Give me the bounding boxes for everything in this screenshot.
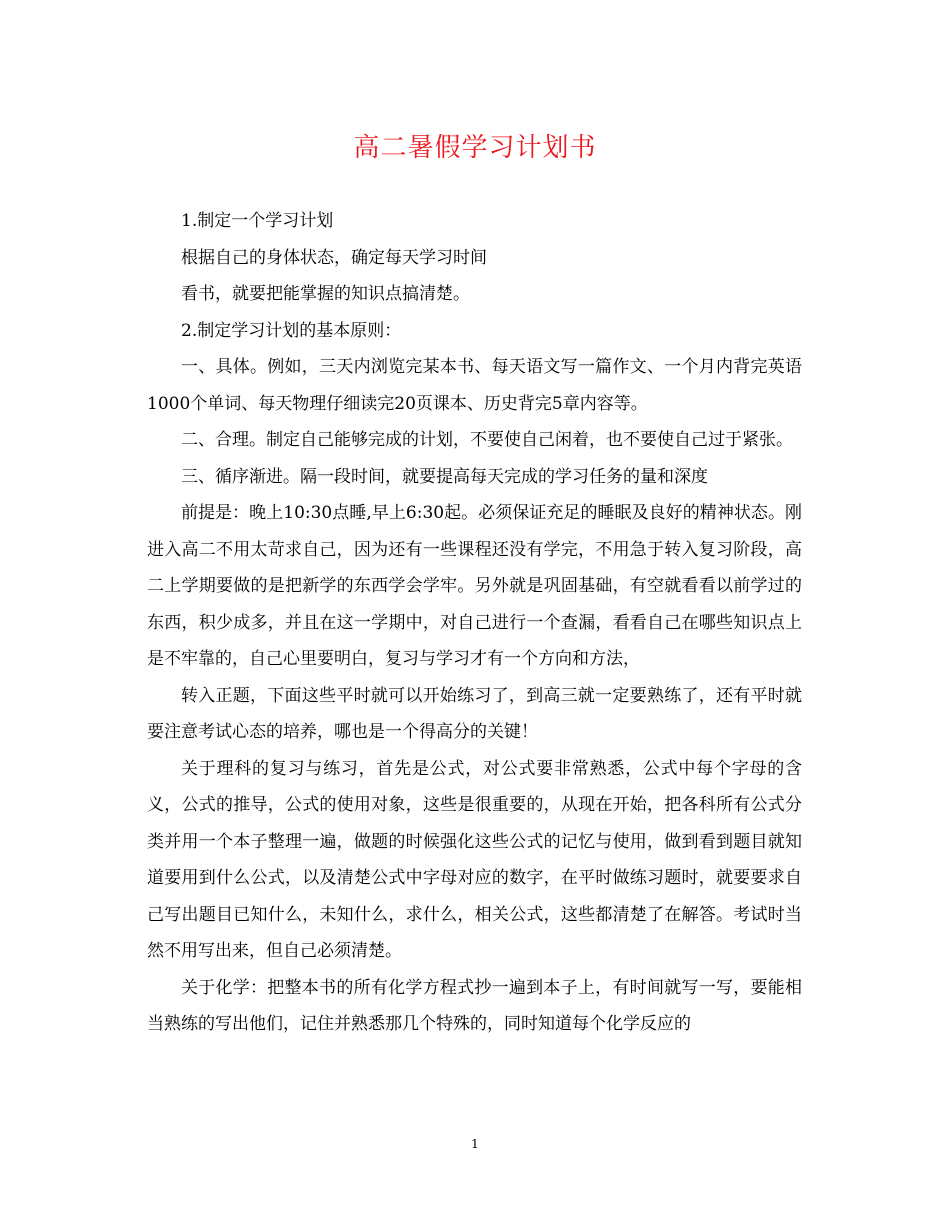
paragraph-2: 根据自己的身体状态，确定每天学习时间 <box>181 247 487 268</box>
paragraph-1: 1.制定一个学习计划 <box>181 211 334 231</box>
paragraph-11: 关于化学：把整本书的所有化学方程式抄一遍到本子上，有时间就写一写，要能相当熟练的写出他们，记住并熟悉那几个特殊的，同时知道每个化学反应的 <box>147 977 802 1034</box>
paragraph-6: 二、合理。制定自己能够完成的计划，不要使自己闲着，也不要使自己过于紧张。 <box>181 430 793 450</box>
paragraph-4: 2.制定学习计划的基本原则： <box>181 320 402 341</box>
paragraph-9: 转入正题，下面这些平时就可以开始练习了，到高三就一定要熟练了，还有平时就要注意考试心态的培养，哪也是一个得高分的关键！ <box>147 685 802 742</box>
document-body <box>147 203 802 1043</box>
page-number: 1 <box>471 1137 479 1151</box>
paragraph-5: 一、具体。例如，三天内浏览完某本书、每天语文写一篇作文、一个月内背完英语1000个单词、每天物理仔细读完20页课本、历史背完5章内容等。 <box>147 357 802 414</box>
paragraph-8: 前提是：晚上10:30点睡,早上6:30起。必须保证充足的睡眠及良好的精神状态。刚进入高二不用太苛求自己，因为还有一些课程还没有学完，不用急于转入复习阶段，高二上学期要做的是把新学的东西学会学牢。另外就是巩固基础，有空就看看以前学过的东西，积少成多，并且在这一学期中，对自己进行一个查漏，看看自己在哪些知识点上是不牢靠的，自己心里要明白，复习与学习才有一个方向和方法， <box>147 503 802 669</box>
paragraph-7: 三、循序渐进。隔一段时间，就要提高每天完成的学习任务的量和深度 <box>181 466 708 487</box>
paragraph-10: 关于理科的复习与练习，首先是公式，对公式要非常熟悉，公式中每个字母的含义，公式的推导，公式的使用对象，这些是很重要的，从现在开始，把各科所有公式分类并用一个本子整理一遍，做题的时候强化这些公式的记忆与使用，做到看到题目就知道要用到什么公式，以及清楚公式中字母对应的数字，在平时做练习题时，就要要求自己写出题目已知什么，未知什么，求什么，相关公式，这些都清楚了在解答。考试时当然不用写出来，但自己必须清楚。 <box>147 758 802 961</box>
document-title: 高二暑假学习计划书 <box>353 133 597 163</box>
paragraph-3: 看书，就要把能掌握的知识点搞清楚。 <box>181 284 470 304</box>
